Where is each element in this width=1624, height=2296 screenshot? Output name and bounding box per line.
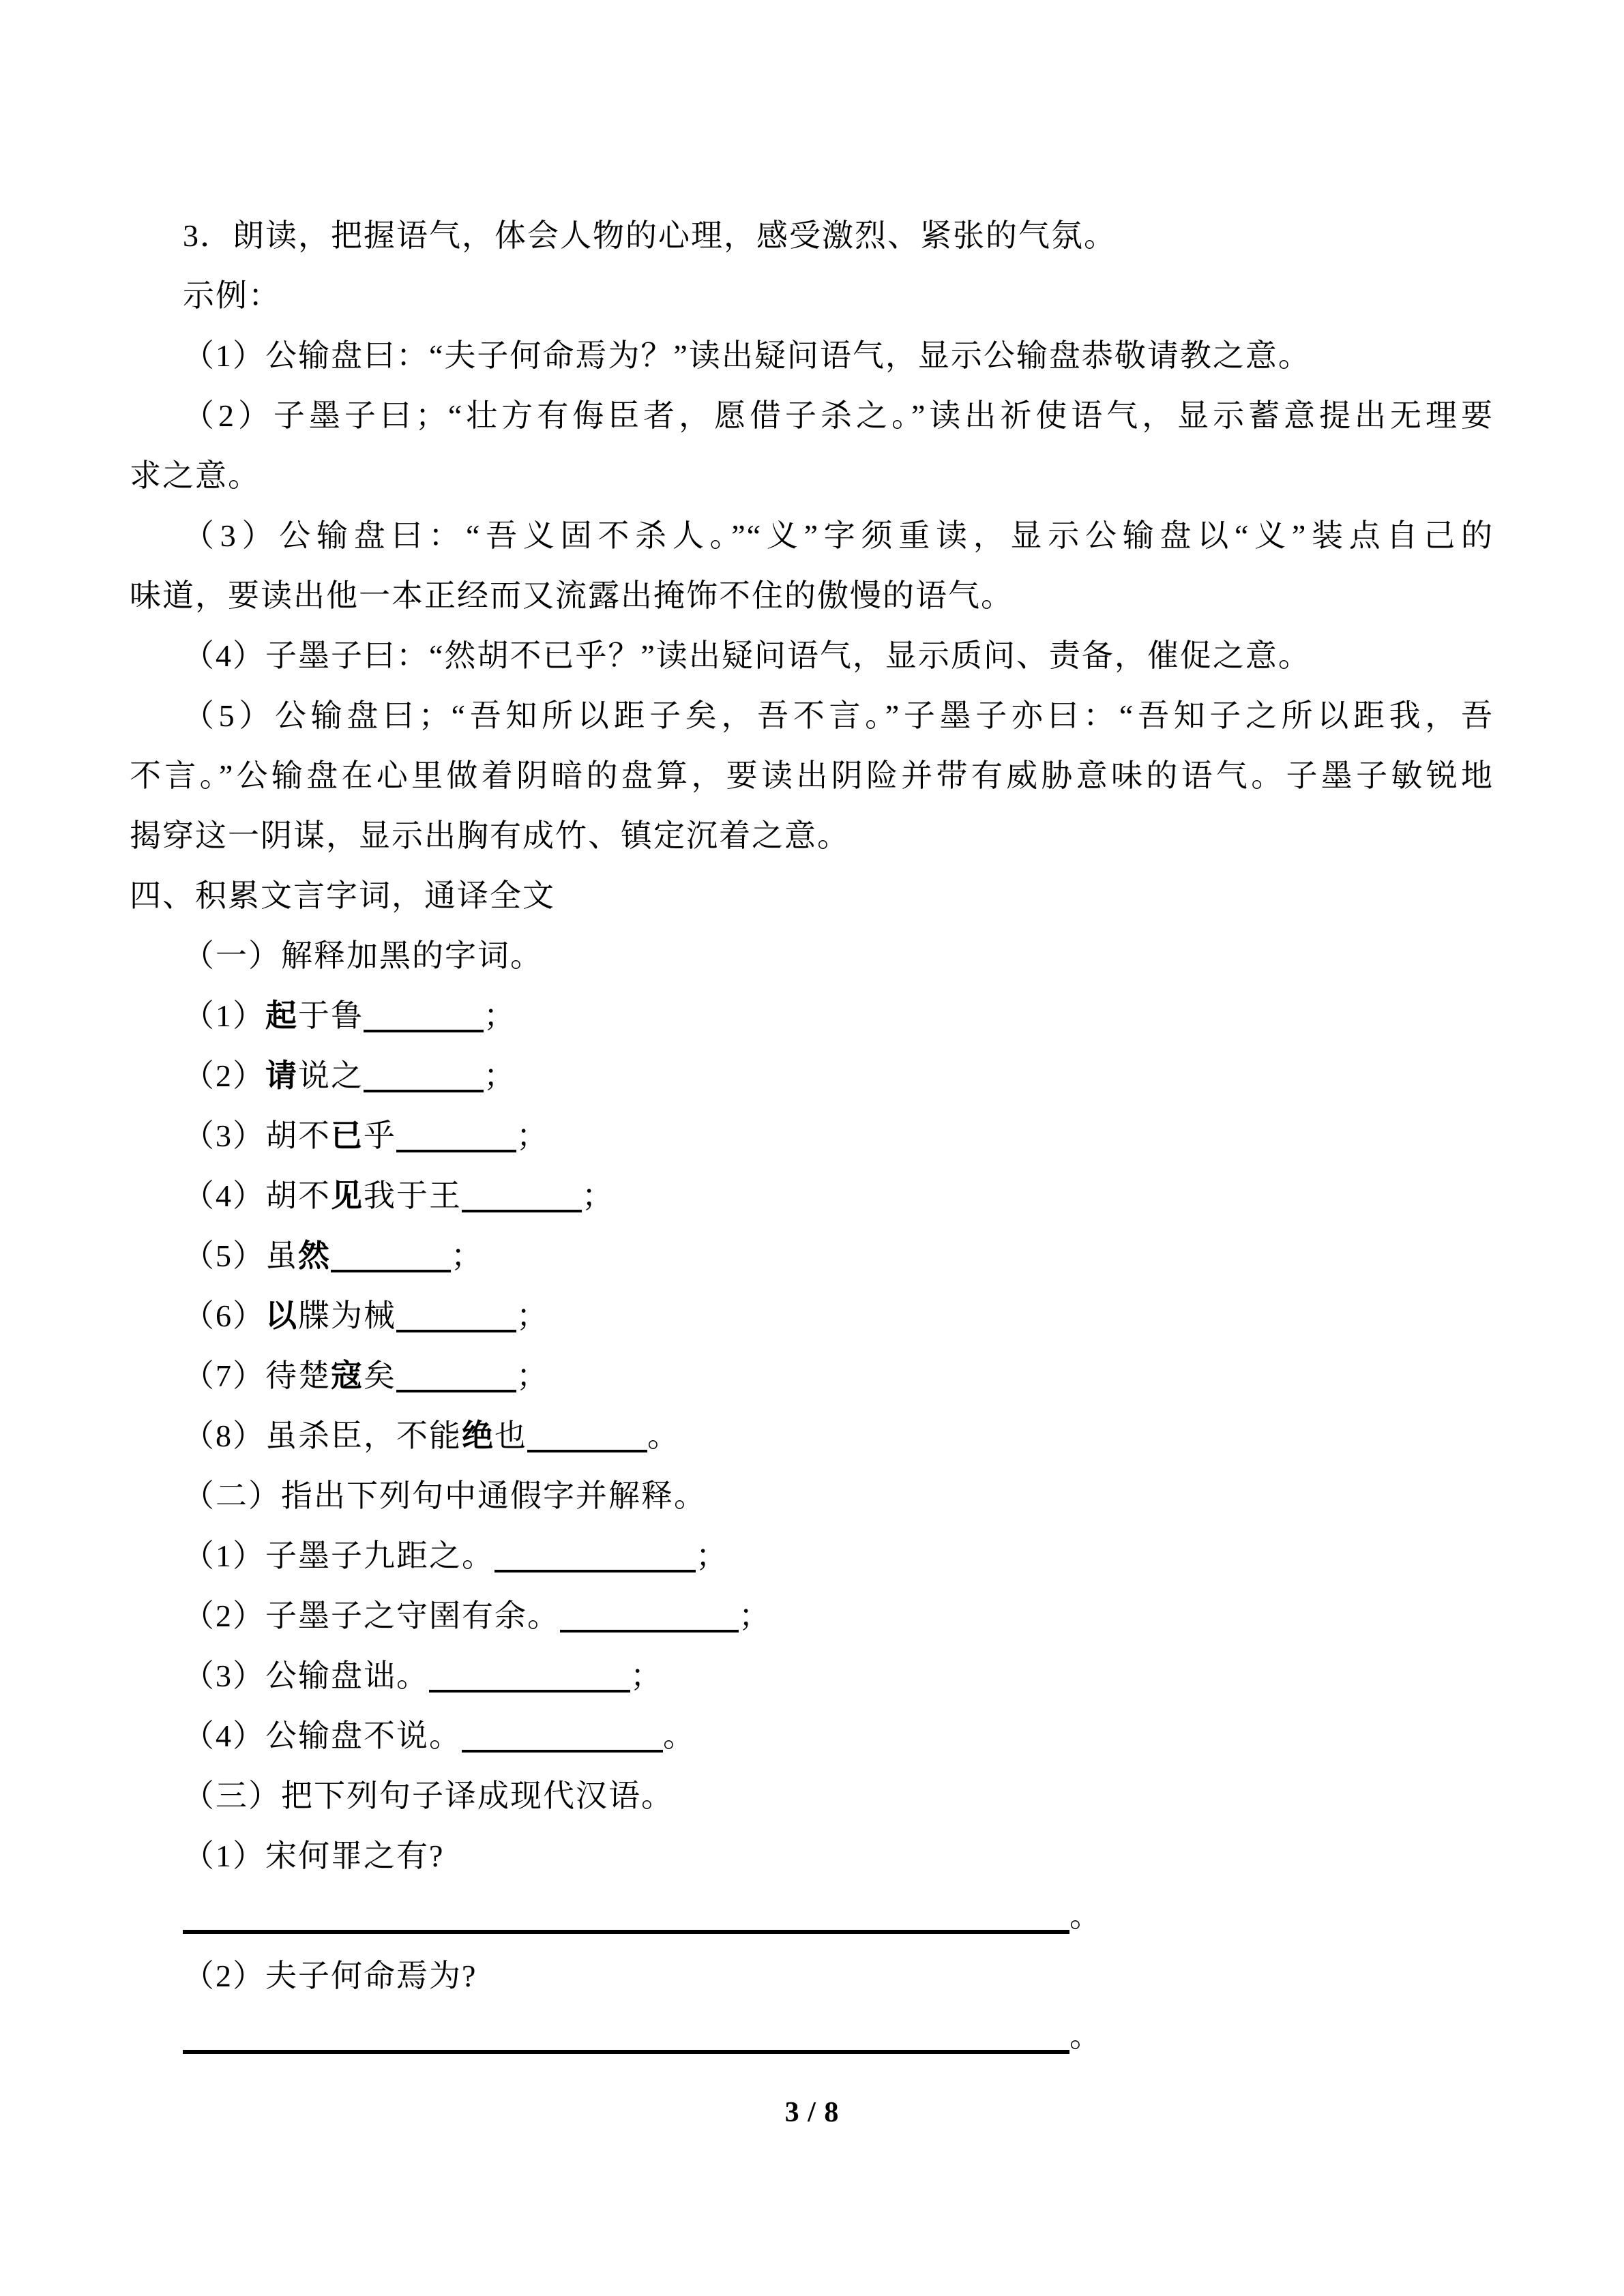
text-run: （8）虽杀臣，不能 bbox=[183, 1418, 462, 1453]
text-run: ； bbox=[516, 1298, 549, 1333]
text-run: 于鲁 bbox=[298, 998, 364, 1033]
answer-blank bbox=[494, 1560, 696, 1572]
text-run: 说之 bbox=[298, 1058, 364, 1093]
text-run: 。 bbox=[1069, 2018, 1102, 2053]
text-line bbox=[130, 2006, 1494, 2066]
text-run: 也 bbox=[494, 1418, 527, 1453]
text-run: （2）夫子何命焉为? bbox=[183, 1958, 477, 1993]
text-run: 乎 bbox=[364, 1118, 396, 1153]
bold-term: 寇 bbox=[331, 1358, 364, 1393]
text-run: （1） bbox=[183, 998, 265, 1033]
page-number: 3 / 8 bbox=[784, 2097, 840, 2128]
text-line bbox=[130, 566, 1494, 626]
text-line bbox=[130, 446, 1494, 506]
document-body bbox=[130, 206, 1494, 2066]
text-run: （2） bbox=[183, 1058, 265, 1093]
text-line bbox=[130, 1346, 1494, 1406]
text-run: ； bbox=[696, 1538, 728, 1573]
text-line bbox=[130, 1766, 1494, 1826]
text-run: ； bbox=[582, 1178, 615, 1213]
answer-blank bbox=[396, 1140, 516, 1152]
answer-blank bbox=[527, 1440, 647, 1452]
text-run: 3．朗读，把握语气，体会人物的心理，感受激烈、紧张的气氛。 bbox=[183, 218, 1117, 253]
text-line bbox=[130, 626, 1494, 686]
text-run: （2）子墨子曰；“壮方有侮臣者，愿借子杀之。”读出祈使语气，显示蓄意提出无理要 bbox=[183, 398, 1494, 433]
text-run: ； bbox=[516, 1118, 549, 1153]
text-line bbox=[130, 1946, 1494, 2006]
text-run: （一）解释加黑的字词。 bbox=[183, 938, 543, 973]
text-run: 味道，要读出他一本正经而又流露出掩饰不住的傲慢的语气。 bbox=[130, 578, 1014, 613]
bold-term: 请 bbox=[265, 1058, 298, 1093]
text-line bbox=[130, 1286, 1494, 1346]
bold-term: 绝 bbox=[462, 1418, 494, 1453]
text-run: 。 bbox=[647, 1418, 680, 1453]
text-run: 我于王 bbox=[364, 1178, 462, 1213]
text-run: （5）公输盘曰；“吾知所以距子矣，吾不言。”子墨子亦曰：“吾知子之所以距我，吾 bbox=[183, 698, 1494, 733]
bold-term: 以 bbox=[265, 1298, 298, 1333]
text-run: （3）胡不 bbox=[183, 1118, 331, 1153]
text-run: （4）子墨子曰：“然胡不已乎？”读出疑问语气，显示质问、责备，催促之意。 bbox=[183, 638, 1311, 673]
text-line bbox=[130, 1826, 1494, 1886]
text-run: 不言。”公输盘在心里做着阴暗的盘算，要读出阴险并带有威胁意味的语气。子墨子敏锐地 bbox=[130, 758, 1494, 793]
text-run: （6） bbox=[183, 1298, 265, 1333]
text-line bbox=[130, 866, 1494, 926]
text-run: 示例： bbox=[183, 278, 281, 313]
text-line bbox=[130, 986, 1494, 1046]
answer-blank bbox=[364, 1020, 484, 1032]
text-line bbox=[130, 1706, 1494, 1766]
text-line bbox=[130, 386, 1494, 446]
text-run: （2）子墨子之守圉有余。 bbox=[183, 1598, 560, 1633]
text-run: ； bbox=[484, 998, 516, 1033]
text-line bbox=[130, 1166, 1494, 1226]
text-line bbox=[130, 1226, 1494, 1286]
text-run: （1）公输盘曰：“夫子何命焉为？”读出疑问语气，显示公输盘恭敬请教之意。 bbox=[183, 338, 1311, 373]
answer-blank bbox=[396, 1320, 516, 1332]
text-run: ； bbox=[451, 1238, 484, 1273]
text-run: 矣 bbox=[364, 1358, 396, 1393]
text-run: （1）子墨子九距之。 bbox=[183, 1538, 494, 1573]
text-line bbox=[130, 1106, 1494, 1166]
text-line bbox=[130, 326, 1494, 386]
bold-term: 已 bbox=[331, 1118, 364, 1153]
text-run: 。 bbox=[1069, 1898, 1102, 1933]
text-run: （3）公输盘曰：“吾义固不杀人。”“义”字须重读，显示公输盘以“义”装点自己的 bbox=[183, 518, 1494, 553]
bold-term: 起 bbox=[265, 998, 298, 1033]
text-line bbox=[130, 1046, 1494, 1106]
text-run: ； bbox=[484, 1058, 516, 1093]
text-line bbox=[130, 266, 1494, 326]
text-run: （3）公输盘诎。 bbox=[183, 1658, 429, 1693]
text-line bbox=[130, 1406, 1494, 1466]
text-run: （4）胡不 bbox=[183, 1178, 331, 1213]
text-line bbox=[130, 1526, 1494, 1586]
text-line bbox=[130, 806, 1494, 866]
text-line bbox=[130, 1586, 1494, 1646]
answer-blank bbox=[560, 1620, 739, 1632]
text-line bbox=[130, 506, 1494, 566]
bold-term: 见 bbox=[331, 1178, 364, 1213]
text-line bbox=[130, 206, 1494, 266]
answer-blank bbox=[396, 1380, 516, 1392]
text-run: 四、积累文言字词，通译全文 bbox=[130, 878, 555, 913]
text-line bbox=[130, 1466, 1494, 1526]
text-run: （4）公输盘不说。 bbox=[183, 1718, 462, 1753]
text-line bbox=[130, 686, 1494, 746]
text-run: （二）指出下列句中通假字并解释。 bbox=[183, 1478, 707, 1513]
text-run: （1）宋何罪之有? bbox=[183, 1838, 445, 1873]
text-run: ； bbox=[630, 1658, 663, 1693]
text-line bbox=[130, 1646, 1494, 1706]
answer-blank bbox=[462, 1740, 663, 1753]
text-line bbox=[130, 746, 1494, 806]
text-line bbox=[130, 926, 1494, 986]
text-run: ； bbox=[516, 1358, 549, 1393]
text-line bbox=[130, 1886, 1494, 1946]
text-run: （7）待楚 bbox=[183, 1358, 331, 1393]
text-run: 牒为械 bbox=[298, 1298, 396, 1333]
text-run: （5）虽 bbox=[183, 1238, 298, 1273]
answer-line bbox=[183, 1920, 1069, 1934]
answer-blank bbox=[429, 1680, 630, 1693]
text-run: 求之意。 bbox=[130, 458, 261, 493]
answer-blank bbox=[462, 1200, 582, 1212]
text-run: 揭穿这一阴谋，显示出胸有成竹、镇定沉着之意。 bbox=[130, 818, 850, 853]
text-run: （三）把下列句子译成现代汉语。 bbox=[183, 1778, 674, 1813]
text-run: 。 bbox=[663, 1718, 696, 1753]
text-run: ； bbox=[739, 1598, 771, 1633]
answer-blank bbox=[364, 1080, 484, 1092]
answer-line bbox=[183, 2040, 1069, 2054]
bold-term: 然 bbox=[298, 1238, 331, 1273]
answer-blank bbox=[331, 1260, 451, 1272]
